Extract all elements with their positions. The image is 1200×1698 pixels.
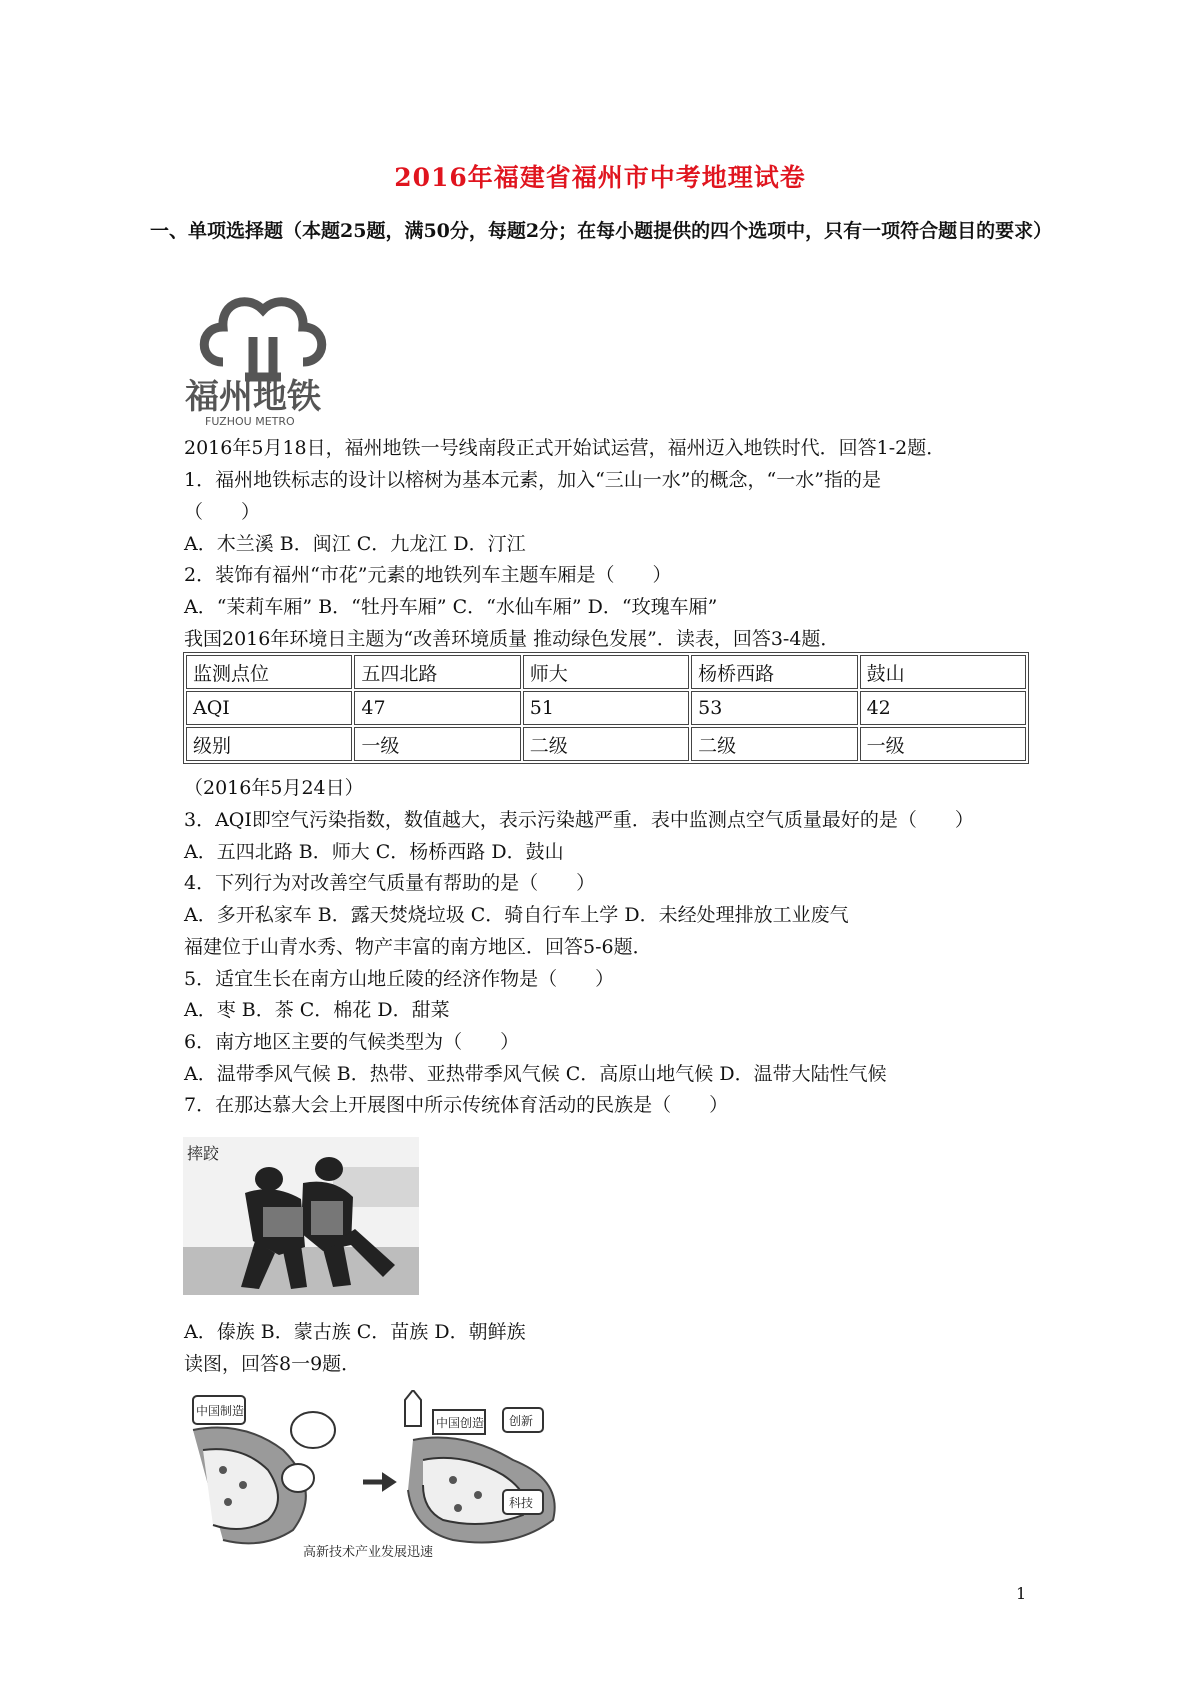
wrestling-label: 摔跤 — [187, 1144, 220, 1163]
table-cell: 一级 — [860, 727, 1026, 761]
logo-name-cn: 福州地铁 — [185, 377, 321, 417]
table-cell: 42 — [860, 691, 1026, 725]
q6-options: A．温带季风气候 B．热带、亚热带季风气候 C．高原山地气候 D．温带大陆性气候 — [184, 1063, 887, 1085]
fuzhou-metro-logo — [183, 282, 353, 427]
aqi-table — [183, 652, 1029, 764]
q7-stem: 7．在那达慕大会上开展图中所示传统体育活动的民族是（ ） — [184, 1094, 729, 1116]
table-cell: 监测点位 — [186, 655, 352, 689]
table-cell: 鼓山 — [860, 655, 1026, 689]
section-heading: 一、单项选择题（本题25题，满50分，每题2分；在每小题提供的四个选项中，只有一项符合题目的要求） — [150, 220, 1053, 242]
table-cell: 杨桥西路 — [691, 655, 857, 689]
label-technology: 科技 — [509, 1496, 534, 1510]
logo-name-en: FUZHOU METRO — [205, 415, 295, 427]
table-cell: 51 — [523, 691, 689, 725]
table-row — [186, 727, 1026, 761]
label-innovation: 创新 — [509, 1414, 534, 1428]
intro-q8-9: 读图，回答8一9题． — [184, 1353, 361, 1375]
table-cell: 师大 — [523, 655, 689, 689]
table-cell: 级别 — [186, 727, 352, 761]
table-row — [186, 691, 1026, 725]
page-number: 1 — [1016, 1584, 1027, 1603]
q1-blank: （ ） — [184, 501, 261, 523]
q1-stem: 1．福州地铁标志的设计以榕树为基本元素，加入“三山一水”的概念，“一水”指的是 — [184, 469, 881, 491]
table-row — [186, 655, 1026, 689]
q3-options: A．五四北路 B．师大 C．杨桥西路 D．鼓山 — [184, 841, 564, 863]
intro-q3-4: 我国2016年环境日主题为“改善环境质量 推动绿色发展”．读表，回答3-4题． — [184, 628, 840, 650]
table-cell: 一级 — [354, 727, 520, 761]
q5-options: A．枣 B．茶 C．棉花 D．甜菜 — [184, 999, 450, 1021]
table-caption: （2016年5月24日） — [184, 777, 364, 799]
table-cell: AQI — [186, 691, 352, 725]
q2-stem: 2．装饰有福州“市花”元素的地铁列车主题车厢是（ ） — [184, 564, 672, 586]
figure-caption: 高新技术产业发展迅速 — [303, 1545, 434, 1560]
exam-title: 2016年福建省福州市中考地理试卷 — [394, 163, 806, 192]
label-created-in-china: 中国创造 — [436, 1416, 485, 1430]
table-cell: 五四北路 — [354, 655, 520, 689]
q4-options: A．多开私家车 B．露天焚烧垃圾 C．骑自行车上学 D．未经处理排放工业废气 — [184, 904, 849, 926]
table-cell: 47 — [354, 691, 520, 725]
table-cell: 二级 — [523, 727, 689, 761]
label-made-in-china: 中国制造 — [196, 1404, 245, 1418]
table-cell: 53 — [691, 691, 857, 725]
intro-q1-2: 2016年5月18日，福州地铁一号线南段正式开始试运营，福州迈入地铁时代．回答1-2题． — [184, 437, 946, 459]
q6-stem: 6．南方地区主要的气候类型为（ ） — [184, 1031, 520, 1053]
table-cell: 二级 — [691, 727, 857, 761]
q2-options: A．“茉莉车厢” B．“牡丹车厢” C．“水仙车厢” D．“玫瑰车厢” — [184, 596, 718, 618]
q4-stem: 4．下列行为对改善空气质量有帮助的是（ ） — [184, 872, 596, 894]
q5-stem: 5．适宜生长在南方山地丘陵的经济作物是（ ） — [184, 968, 615, 990]
q3-stem: 3．AQI即空气污染指数，数值越大，表示污染越严重．表中监测点空气质量最好的是（ ） — [184, 809, 974, 831]
hightech-figure — [183, 1390, 603, 1560]
intro-q5-6: 福建位于山青水秀、物产丰富的南方地区．回答5-6题． — [184, 936, 652, 958]
q1-options: A．木兰溪 B．闽江 C．九龙江 D．汀江 — [184, 533, 526, 555]
q7-options: A．傣族 B．蒙古族 C．苗族 D．朝鲜族 — [184, 1321, 526, 1343]
wrestling-photo — [183, 1137, 419, 1295]
